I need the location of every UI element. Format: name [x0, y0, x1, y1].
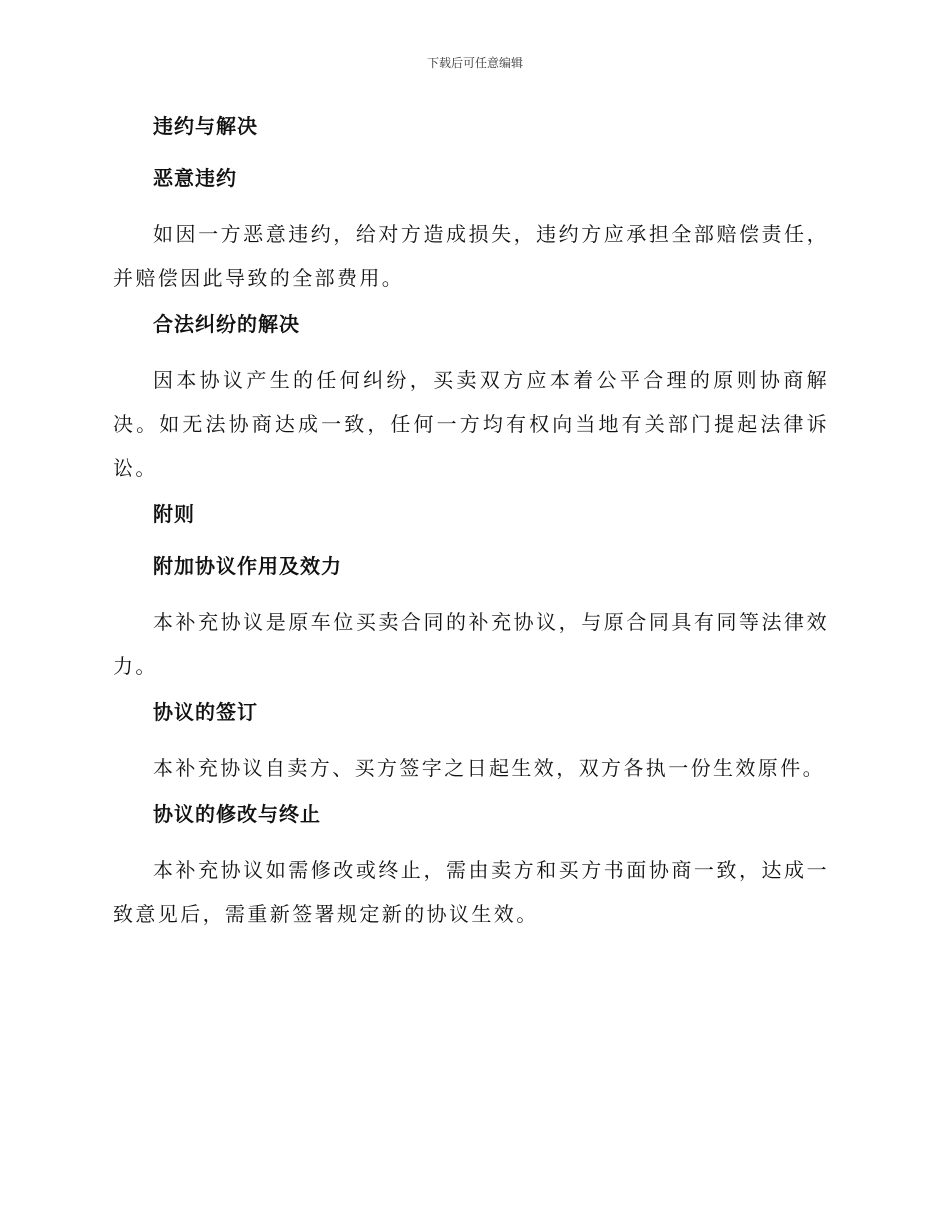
subsection-heading-modification: 协议的修改与终止 — [153, 802, 321, 826]
subsection-heading-malicious-breach: 恶意违约 — [153, 166, 237, 190]
subsection-heading-signing: 协议的签订 — [153, 700, 258, 724]
paragraph-effect: 本补充协议是原车位买卖合同的补充协议，与原合同具有同等法律效力。 — [113, 610, 829, 678]
section-heading-breach: 违约与解决 — [153, 114, 258, 138]
paragraph-dispute-resolution: 因本协议产生的任何纠纷，买卖双方应本着公平合理的原则协商解决。如无法协商达成一致，任何一方均有权向当地有关部门提起法律诉讼。 — [113, 368, 829, 480]
paragraph-malicious-breach: 如因一方恶意违约，给对方造成损失，违约方应承担全部赔偿责任，并赔偿因此导致的全部费用。 — [113, 222, 829, 290]
subsection-heading-dispute-resolution: 合法纠纷的解决 — [153, 312, 300, 336]
paragraph-signing: 本补充协议自卖方、买方签字之日起生效，双方各执一份生效原件。 — [153, 756, 825, 780]
section-heading-supplementary: 附则 — [153, 502, 195, 526]
paragraph-modification: 本补充协议如需修改或终止，需由卖方和买方书面协商一致，达成一致意见后，需重新签署规定新的协议生效。 — [113, 858, 829, 926]
running-header: 下载后可任意编辑 — [426, 56, 523, 70]
document-body — [113, 108, 829, 942]
subsection-heading-effect: 附加协议作用及效力 — [153, 554, 342, 578]
